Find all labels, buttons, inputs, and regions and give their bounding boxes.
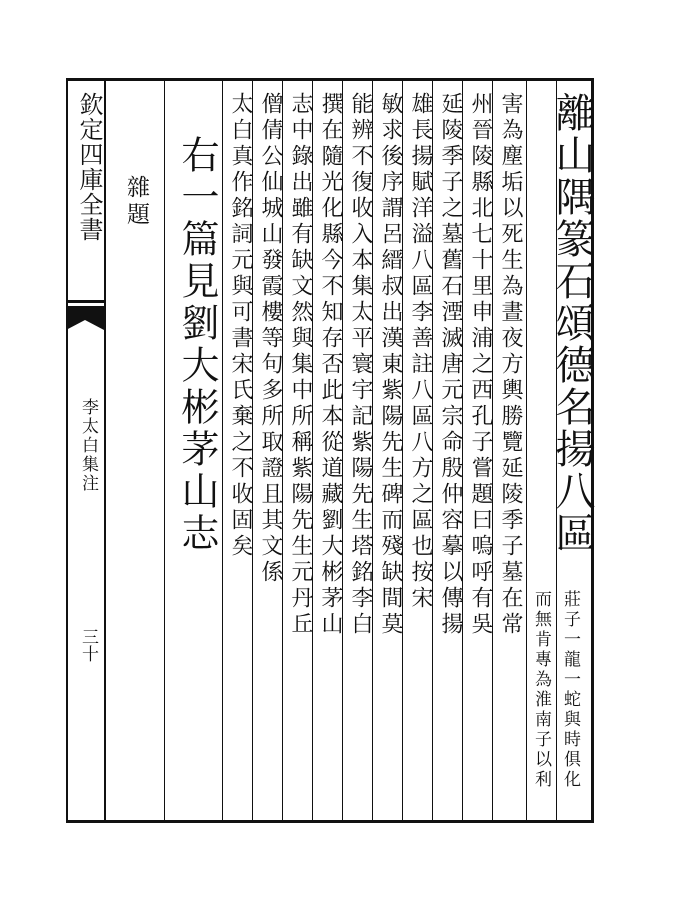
commentary-line-7: 撰在隨光化縣今不知存否此本從道藏劉大彬茅山 <box>318 92 343 638</box>
commentary-line-6: 能辨不復收入本集太平寰宇記紫陽先生塔銘李白 <box>348 92 373 638</box>
poem-title: 離山隅篆石頌德名揚八區 <box>549 92 595 554</box>
frame-top-border <box>66 78 594 81</box>
fishtail-ornament <box>66 300 104 336</box>
commentary-line-5: 敏求後序謂呂縉叔出漢東紫陽先生碑而殘缺間莫 <box>378 92 403 638</box>
title-note-right: 莊子一龍一蛇與時俱化 <box>560 590 580 790</box>
frame-left-border <box>66 78 68 823</box>
commentary-line-8: 志中錄出雖有缺文然與集中所稱紫陽先生元丹丘 <box>288 92 313 638</box>
commentary-line-10: 太白真作銘詞元與可書宋氏棄之不收固矣 <box>228 92 253 560</box>
book-title: 李太白集注 <box>78 398 98 493</box>
page-number: 三十 <box>78 628 98 662</box>
commentary-line-4: 雄長揚賦洋溢八區李善註八區八方之區也按宋 <box>408 92 433 612</box>
column-rule <box>164 80 165 820</box>
column-rule <box>526 80 527 820</box>
frame-bottom-border <box>66 820 594 823</box>
commentary-line-2: 州晉陵縣北七十里申浦之西孔子嘗題曰嗚呼有吳 <box>468 92 493 638</box>
series-title: 欽定四庫全書 <box>75 92 103 242</box>
commentary-line-3: 延陵季子之墓舊石湮滅唐元宗命殷仲容摹以傳揚 <box>438 92 463 638</box>
attribution-line: 右一篇見劉大彬茅山志 <box>175 135 219 555</box>
commentary-line-1: 害為塵垢以死生為晝夜方輿勝覽延陵季子墓在常 <box>498 92 523 638</box>
title-note-left: 而無肯專為淮南子以利 <box>531 590 551 790</box>
commentary-line-9: 僧倩公仙城山發霞樓等句多所取證且其文係 <box>258 92 283 586</box>
section-heading: 雜題 <box>123 175 149 229</box>
